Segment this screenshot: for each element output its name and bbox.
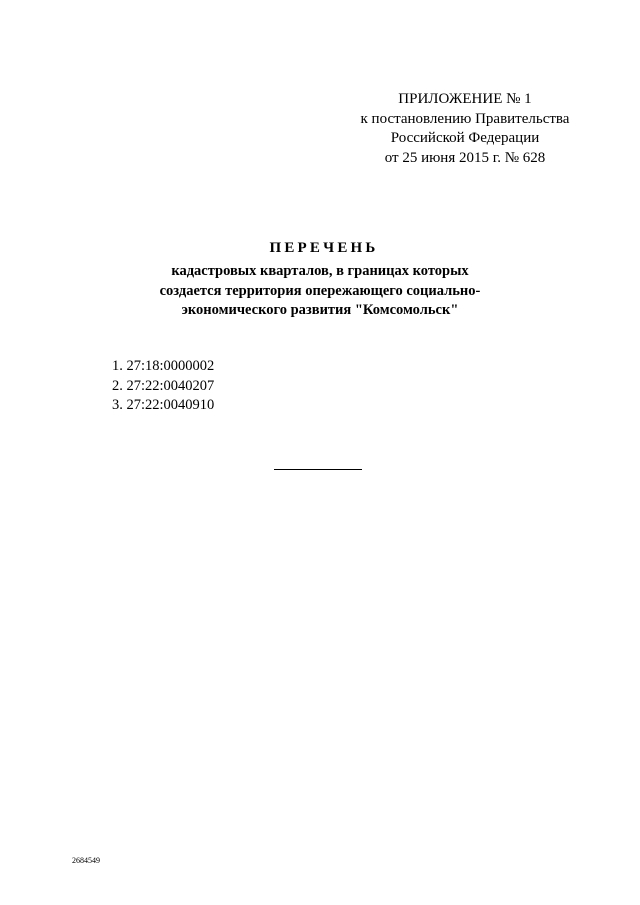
list-item: 3. 27:22:0040910 — [112, 397, 215, 413]
appendix-number: ПРИЛОЖЕНИЕ № 1 — [398, 91, 532, 107]
separator-line — [274, 469, 362, 470]
subtitle-line: экономического развития "Комсомольск" — [181, 302, 459, 318]
list-item: 2. 27:22:0040207 — [112, 377, 215, 394]
cadastral-quarter-list — [112, 357, 214, 416]
document-subtitle — [80, 262, 560, 321]
title-block — [80, 238, 560, 321]
subtitle-line: кадастровых кварталов, в границах которых — [171, 263, 469, 279]
appendix-authority: Российской Федерации — [390, 130, 540, 146]
appendix-header — [330, 90, 600, 168]
document-code: 2684549 — [72, 856, 100, 865]
subtitle-line: создается территория опережающего социально- — [159, 282, 481, 299]
appendix-date-number: от 25 июня 2015 г. № 628 — [384, 149, 546, 166]
document-title: ПЕРЕЧЕНЬ — [269, 240, 379, 256]
appendix-reference: к постановлению Правительства — [360, 110, 570, 127]
list-item: 1. 27:18:0000002 — [112, 358, 215, 374]
